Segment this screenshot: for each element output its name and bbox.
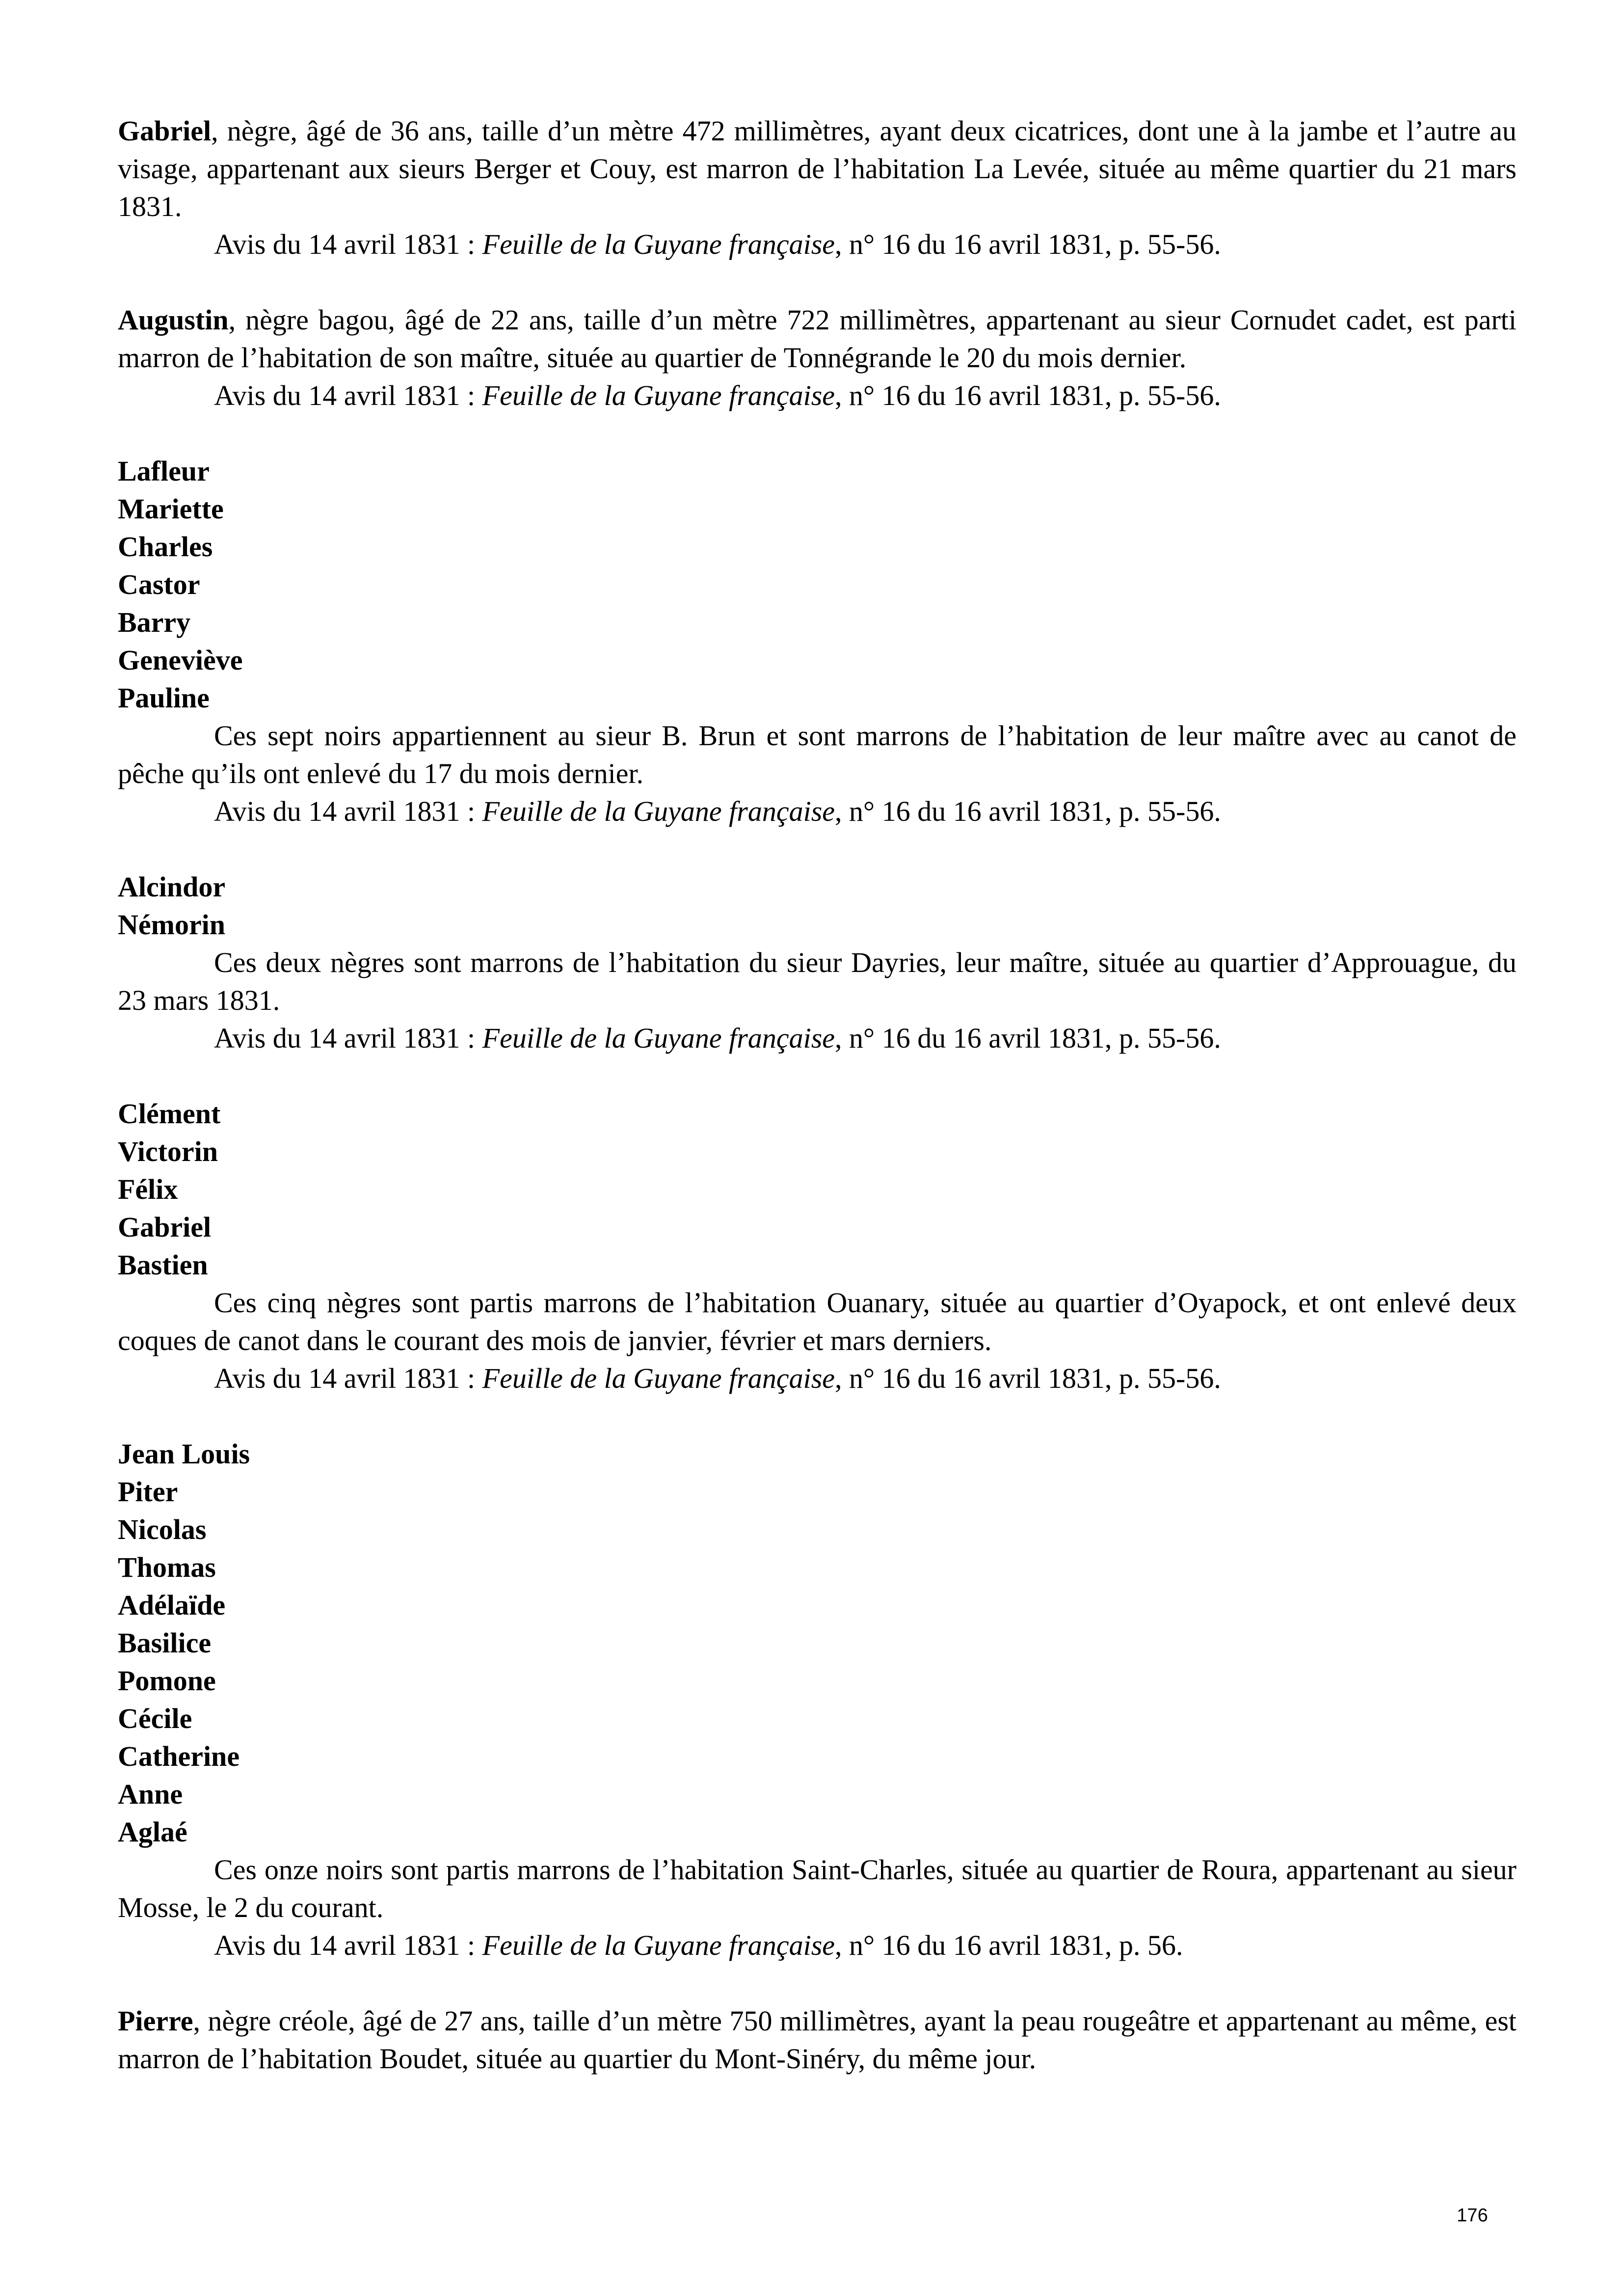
entry-paragraph [118,301,1517,377]
source-journal: Feuille de la Guyane française [482,1929,835,1961]
entry-gabriel [118,112,1517,263]
source-suffix: , n° 16 du 16 avril 1831, p. 55-56. [835,379,1221,411]
source-suffix: , n° 16 du 16 avril 1831, p. 55-56. [835,1022,1221,1054]
entry-source [118,1926,1517,1964]
person-name: Gabriel [118,1211,212,1243]
source-journal: Feuille de la Guyane française [482,795,835,827]
entry-paragraph [118,2002,1517,2078]
person-name: Adélaïde [118,1589,226,1621]
entry-name: Augustin [118,304,229,336]
source-suffix: , n° 16 du 16 avril 1831, p. 55-56. [835,1362,1221,1394]
person-name: Jean Louis [118,1438,250,1470]
person-name: Félix [118,1173,178,1205]
person-name: Geneviève [118,644,243,676]
person-name: Némorin [118,909,226,941]
source-prefix: Avis du 14 avril 1831 : [214,379,482,411]
source-suffix: , n° 16 du 16 avril 1831, p. 55-56. [835,228,1221,260]
person-name: Barry [118,606,191,638]
entry-group-brun [118,452,1517,830]
source-prefix: Avis du 14 avril 1831 : [214,1022,482,1054]
person-name: Victorin [118,1135,218,1167]
person-name: Piter [118,1476,178,1508]
entry-text: , nègre bagou, âgé de 22 ans, taille d’un mètre 722 millimètres, appartenant au sieur Cornudet cadet, est parti marron de l’habitation de son maître, située au quartier de Tonnégrande le 20 du mois dernier. [118,304,1517,374]
person-name: Castor [118,568,200,600]
entry-text: , nègre, âgé de 36 ans, taille d’un mètre 472 millimètres, ayant deux cicatrices, dont une à la jambe et l’autre au visage, appartenant aux sieurs Berger et Couy, est marron de l’habitation La Levée, située au même quartier du 21 mars 1831. [118,115,1517,222]
entry-text: , nègre créole, âgé de 27 ans, taille d’un mètre 750 millimètres, ayant la peau rougeâtre et appartenant au même, est marron de l’habitation Boudet, située au quartier du Mont-Sinéry, du même jour. [118,2005,1517,2075]
entry-pierre [118,2002,1517,2078]
entry-source [118,1019,1517,1057]
source-prefix: Avis du 14 avril 1831 : [214,795,482,827]
source-prefix: Avis du 14 avril 1831 : [214,1929,482,1961]
entry-source [118,377,1517,414]
entry-source [118,792,1517,830]
entry-augustin [118,301,1517,414]
document-body [118,112,1517,2078]
source-journal: Feuille de la Guyane française [482,228,835,260]
person-name: Alcindor [118,871,226,903]
entry-group-dayries [118,868,1517,1057]
entry-group-saint-charles [118,1435,1517,1964]
person-name: Cécile [118,1702,192,1734]
entry-source [118,1359,1517,1397]
person-name: Catherine [118,1740,240,1772]
person-name: Pomone [118,1665,216,1697]
entry-text: Ces deux nègres sont marrons de l’habitation du sieur Dayries, leur maître, située au quartier d’Approuague, du 23 mars 1831. [118,946,1517,1016]
person-name: Anne [118,1778,183,1810]
person-name: Thomas [118,1551,216,1583]
entry-source [118,225,1517,263]
source-journal: Feuille de la Guyane française [482,1362,835,1394]
page-number: 176 [1457,2205,1488,2226]
person-name: Mariette [118,493,224,525]
person-name: Aglaé [118,1816,187,1848]
person-name: Bastien [118,1249,208,1281]
source-suffix: , n° 16 du 16 avril 1831, p. 56. [835,1929,1183,1961]
person-name: Basilice [118,1627,212,1659]
source-journal: Feuille de la Guyane française [482,1022,835,1054]
entry-name: Gabriel [118,115,212,147]
person-name: Nicolas [118,1513,207,1545]
person-name: Charles [118,531,213,563]
person-name: Pauline [118,682,210,714]
entry-text: Ces cinq nègres sont partis marrons de l’habitation Ouanary, située au quartier d’Oyapock, et ont enlevé deux coques de canot dans le courant des mois de janvier, février et mars derniers. [118,1287,1517,1356]
person-name: Lafleur [118,455,210,487]
entry-paragraph [118,112,1517,225]
source-prefix: Avis du 14 avril 1831 : [214,1362,482,1394]
source-journal: Feuille de la Guyane française [482,379,835,411]
entry-name: Pierre [118,2005,193,2037]
source-prefix: Avis du 14 avril 1831 : [214,228,482,260]
entry-group-ouanary [118,1095,1517,1397]
entry-text: Ces onze noirs sont partis marrons de l’habitation Saint-Charles, située au quartier de Roura, appartenant au sieur Mosse, le 2 du courant. [118,1854,1517,1923]
source-suffix: , n° 16 du 16 avril 1831, p. 55-56. [835,795,1221,827]
person-name: Clément [118,1098,221,1130]
entry-text: Ces sept noirs appartiennent au sieur B. Brun et sont marrons de l’habitation de leur maître avec au canot de pêche qu’ils ont enlevé du 17 du mois dernier. [118,720,1517,789]
